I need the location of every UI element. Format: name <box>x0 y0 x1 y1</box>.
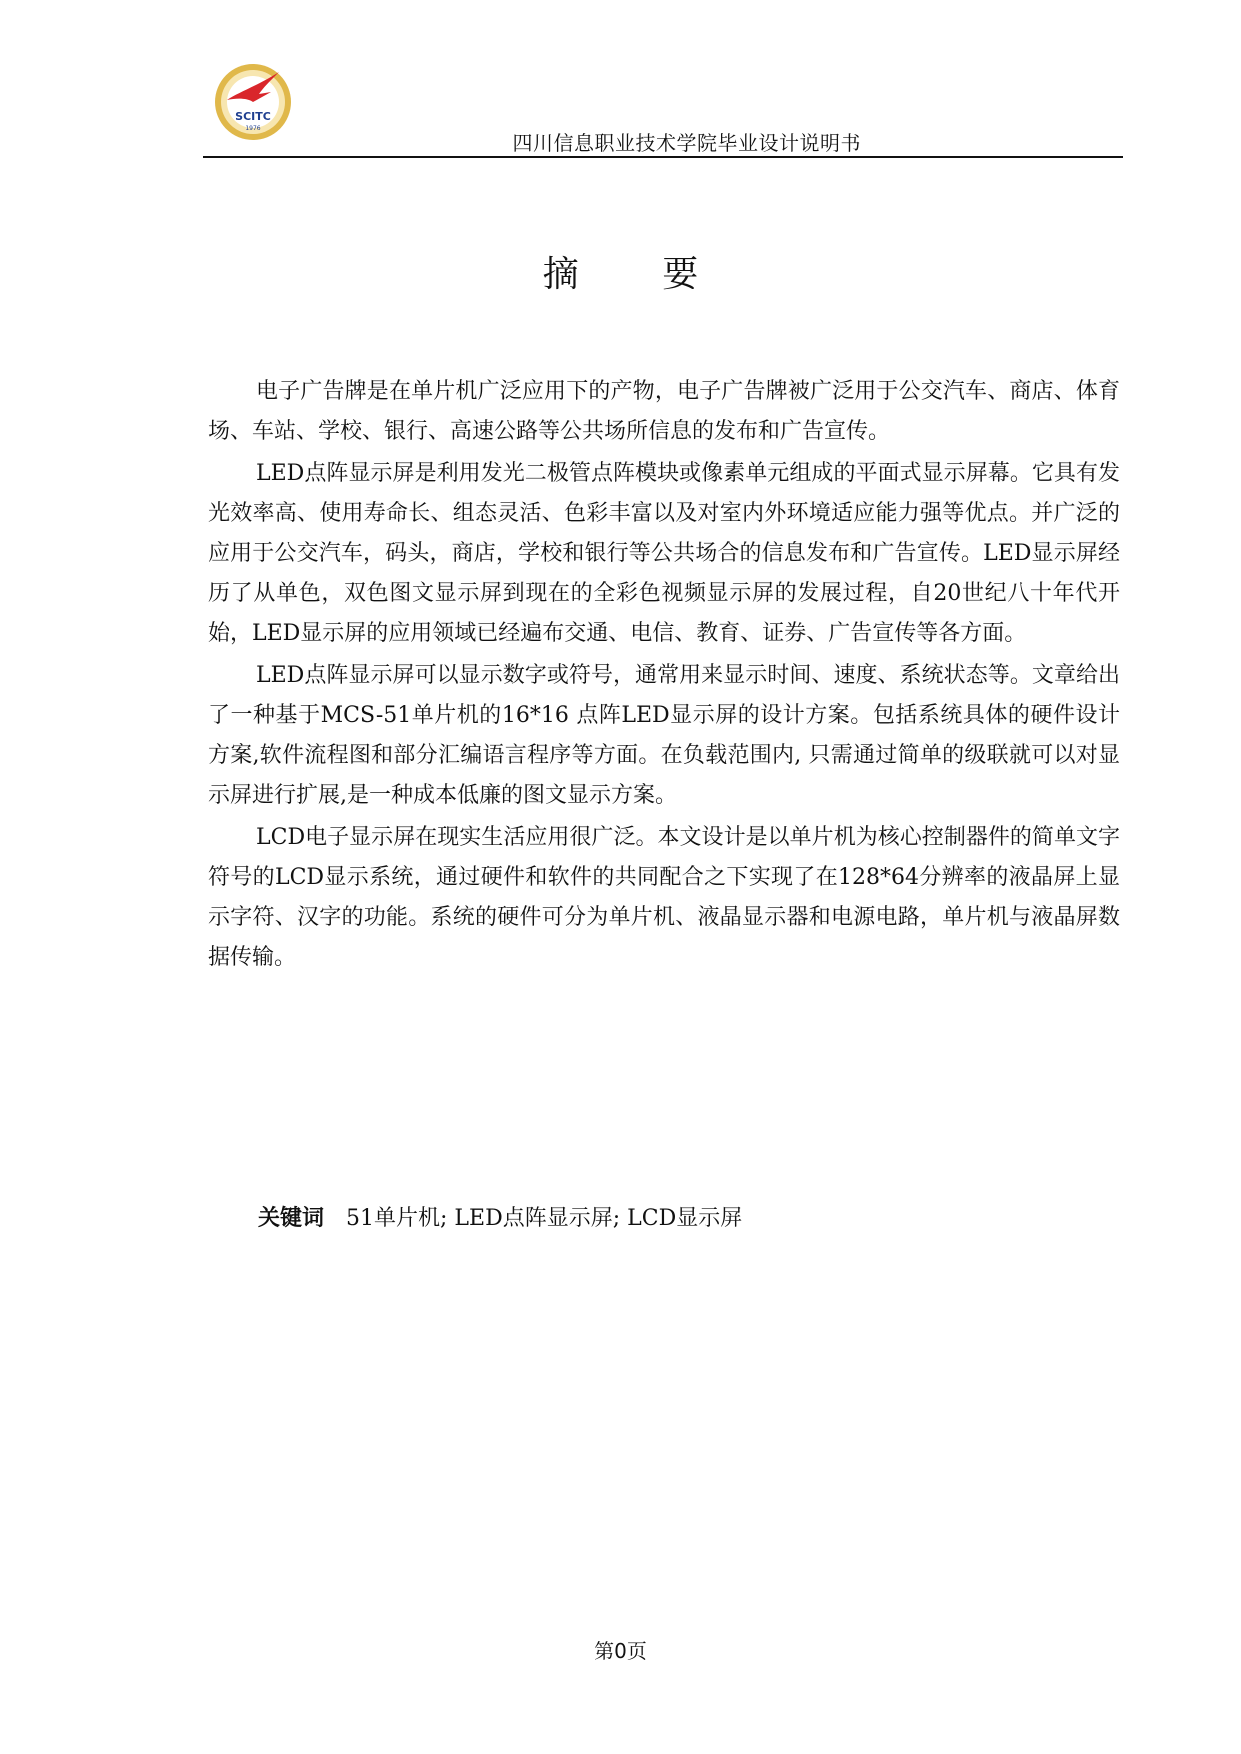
keywords-label: 关键词 <box>258 1206 325 1231</box>
header-divider <box>203 156 1123 158</box>
abstract-paragraph-1: 电子广告牌是在单片机广泛应用下的产物，电子广告牌被广泛用于公交汽车、商店、体育场、车站、学校、银行、高速公路等公共场所信息的发布和广告宣传。 <box>208 379 1120 444</box>
abstract-title: 摘 要 <box>542 254 735 295</box>
logo-year: 1976 <box>245 125 261 132</box>
abstract-paragraph-4: LCD电子显示屏在现实生活应用很广泛。本文设计是以单片机为核心控制器件的简单文字符号的LCD显示系统，通过硬件和软件的共同配合之下实现了在128*64分辨率的液晶屏上显示字符、汉字的功能。系统的硬件可分为单片机、液晶显示器和电源电路，单片机与液晶屏数据传输。 <box>208 825 1120 970</box>
page-header <box>203 60 1123 160</box>
keywords-line <box>258 1199 742 1239</box>
school-logo <box>213 62 293 142</box>
abstract-body <box>208 372 1120 980</box>
abstract-paragraph-2: LED点阵显示屏是利用发光二极管点阵模块或像素单元组成的平面式显示屏幕。它具有发光效率高、使用寿命长、组态灵活、色彩丰富以及对室内外环境适应能力强等优点。并广泛的应用于公交汽车，码头，商店，学校和银行等公共场合的信息发布和广告宣传。LED显示屏经历了从单色，双色图文显示屏到现在的全彩色视频显示屏的发展过程，自20世纪八十年代开始，LED显示屏的应用领域已经遍布交通、电信、教育、证券、广告宣传等各方面。 <box>208 461 1120 646</box>
keywords-value: 51单片机; LED点阵显示屏; LCD显示屏 <box>346 1206 743 1231</box>
header-title: 四川信息职业技术学院毕业设计说明书 <box>512 131 861 155</box>
page-number: 第0页 <box>594 1639 647 1663</box>
abstract-paragraph-3: LED点阵显示屏可以显示数字或符号，通常用来显示时间、速度、系统状态等。文章给出了一种基于MCS-51单片机的16*16 点阵LED显示屏的设计方案。包括系统具体的硬件设计方案,软件流程图和部分汇编语言程序等方面。在负载范围内, 只需通过简单的级联就可以对显示屏进行扩展,是一种成本低廉的图文显示方案。 <box>208 663 1120 808</box>
logo-text: SCITC <box>235 110 271 123</box>
